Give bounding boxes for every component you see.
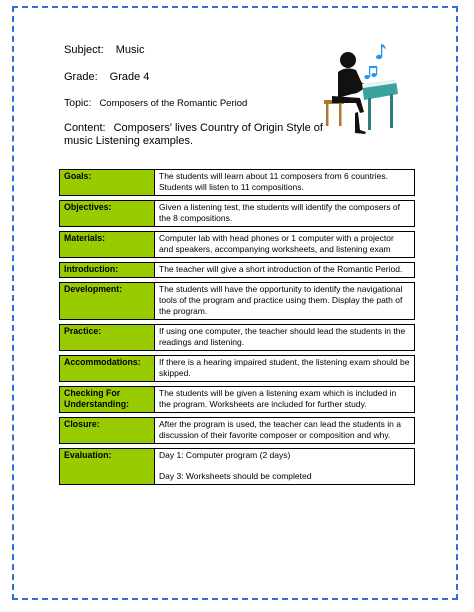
- row-text: [154, 448, 415, 485]
- table-row: [59, 386, 415, 413]
- row-text-line: Given a listening test, the students will identify the composers of the 8 compositions.: [159, 202, 400, 223]
- table-row: [59, 169, 415, 196]
- row-label: Practice:: [59, 324, 154, 351]
- subject-value: Music: [115, 44, 145, 56]
- row-text-line: Day 1: Computer program (2 days): [159, 450, 291, 460]
- row-text: [154, 200, 415, 227]
- table-row: [59, 231, 415, 258]
- subject-label: Subject:: [64, 44, 104, 56]
- row-text: [154, 169, 415, 196]
- row-label: Accommodations:: [59, 355, 154, 382]
- table-row: [59, 262, 415, 278]
- topic-value: Composers of the Romantic Period: [99, 98, 248, 109]
- row-text-line: After the program is used, the teacher can lead the students in a discussion of their favorite composer or composition and why.: [159, 419, 401, 440]
- table-row: [59, 417, 415, 444]
- row-text: [154, 282, 415, 320]
- row-label: Objectives:: [59, 200, 154, 227]
- row-text-line: The students will learn about 11 composers from 6 countries. Students will listen to 11 compositions.: [159, 171, 388, 192]
- piano-player-clipart: [318, 40, 400, 140]
- row-text: [154, 355, 415, 382]
- content-label: Content:: [64, 122, 106, 134]
- subject-line: [64, 44, 144, 56]
- row-label: Checking For Understanding:: [59, 386, 154, 413]
- content-value: Composers' lives Country of Origin Style of music Listening examples.: [64, 122, 323, 147]
- row-label: Development:: [59, 282, 154, 320]
- grade-value: Grade 4: [109, 71, 150, 83]
- row-text: [154, 262, 415, 278]
- row-text-line: Computer lab with head phones or 1 computer with a projector and speakers, accompanying worksheets, and listening exam: [159, 233, 394, 254]
- row-text-line-2: Day 3: Worksheets should be completed: [159, 471, 312, 481]
- content-line: [64, 122, 334, 147]
- row-text-line: The students will be given a listening exam which is included in the program. Worksheets are included for further study.: [159, 388, 397, 409]
- row-text: [154, 231, 415, 258]
- grade-label: Grade:: [64, 71, 98, 83]
- table-row: [59, 200, 415, 227]
- table-row: [59, 448, 415, 485]
- row-text: [154, 324, 415, 351]
- row-label: Introduction:: [59, 262, 154, 278]
- row-label: Closure:: [59, 417, 154, 444]
- lesson-plan-table: [59, 165, 415, 489]
- row-text-line: The teacher will give a short introduction of the Romantic Period.: [159, 264, 403, 274]
- row-text: [154, 417, 415, 444]
- table-row: [59, 324, 415, 351]
- topic-label: Topic:: [64, 97, 92, 109]
- table-row: [59, 282, 415, 320]
- row-text-line: The students will have the opportunity to identify the navigational tools of the program and practice using them. Display the path of the program.: [159, 284, 403, 316]
- topic-line: [64, 97, 247, 109]
- row-text-line: If there is a hearing impaired student, the listening exam should be skipped.: [159, 357, 410, 378]
- table-row: [59, 355, 415, 382]
- grade-line: [64, 71, 149, 83]
- row-label: Materials:: [59, 231, 154, 258]
- row-label: Goals:: [59, 169, 154, 196]
- row-text: [154, 386, 415, 413]
- row-label: Evaluation:: [59, 448, 154, 485]
- row-text-line: If using one computer, the teacher should lead the students in the readings and listening.: [159, 326, 406, 347]
- music-note-icon: [364, 44, 385, 79]
